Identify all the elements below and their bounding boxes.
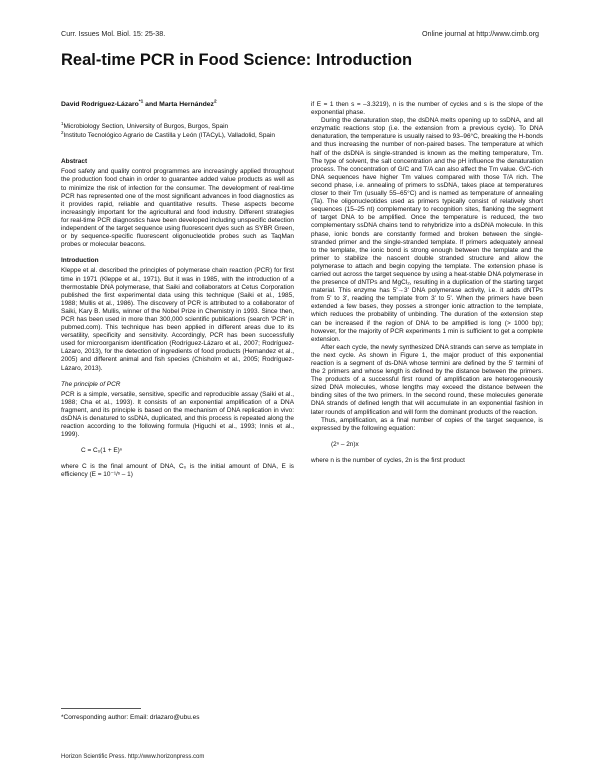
author-conjunction: and xyxy=(143,101,160,108)
affiliation-2-mark: 2 xyxy=(61,130,64,136)
introduction-heading: Introduction xyxy=(61,257,99,265)
affiliation-2 xyxy=(61,132,294,140)
journal-reference: Curr. Issues Mol. Biol. 15: 25-38. xyxy=(61,29,166,38)
principle-text: PCR is a simple, versatile, sensitive, specific and reproducible assay (Saiki et al., 1988; Cha et al., 1993). It consists of an exponential amplification of a DNA fragment, and its principle is based on the mechanism of DNA replication in vivo: dsDNA is denatured to ssDNA, duplicated, and this process is repeated along the reaction according to the following formula (Higuchi et al., 1993; Innis et al., 1999). xyxy=(61,390,294,439)
paragraph-denaturation: During the denaturation step, the dsDNA melts opening up to ssDNA, and all enzymatic reactions stop (i.e. the extension from a previous cycle). To DNA denaturation, the temperature is usually raised to 93–96°C, breaking the H-bonds and thus increasing the number of non-paired bases. The temperature at which half of the dsDNA is single-stranded is known as the melting temperature, Tm. The type of solvent, the salt concentration and the pH influence the denaturation process. The concentration of G/C and T/A can also affect the Tm value. G/C-rich DNA sequences have higher Tm values compared with those T/A rich. The second phase, i.e. annealing of primers to ssDNA, takes place at temperatures closer to their Tm (usually 55–65°C) and is named as temperature of annealing (Ta). The oligonucleotides used as primers typically consist of relatively short sequences (15–25 nt) complementary to recognition sites, flanking the segment of target DNA to be amplified. Once the temperature is reduced, the two complementary ssDNA chains tend to rehybridize into a dsDNA molecule. In this phase, ionic bonds are constantly formed and broken between the single-stranded primer and the single-stranded template. If primers adequately anneal to the template, the ionic bond is strong enough between the template and the primer to stabilize the nascent double stranded structure and allow the polymerase to attach and begin copying the template. The extension phase is carried out across the target sequence by using a heat-stable DNA polymerase in the presence of dNTPs and MgCl₂, resulting in a duplication of the starting target material. This enzyme has 5'→3' DNA polymerase activity, i.e. it adds dNTPs from 5' to 3', reading the template from 3' to 5'. When the primers have been extended a few bases, they posses a stronger ionic attraction to the template, which reduces the probability of unbinding. The duration of the extension step can be increased if the region of DNA to be amplified is long (> 1000 bp); however, for the majority of PCR experiments 1 min is sufficient to get a complete extension. xyxy=(311,117,543,343)
affiliation-1 xyxy=(61,120,294,131)
paper-title: Real-time PCR in Food Science: Introduction xyxy=(61,51,413,69)
author-2-mark: 2 xyxy=(213,99,217,105)
author-1-mark: *1 xyxy=(138,99,144,105)
paragraph-continuation: if E = 1 then s = –3.3219), n is the number of cycles and s is the slope of the exponential phase. xyxy=(311,101,543,117)
publisher-footer: Horizon Scientific Press. http://www.horizonpress.com xyxy=(61,754,205,760)
right-column xyxy=(311,101,543,465)
principle-heading: The principle of PCR xyxy=(61,380,121,388)
author-2: Marta Hernández xyxy=(159,101,214,108)
amplification-equation: (2ⁿ – 2n)x xyxy=(331,440,359,448)
pcr-equation: C = C₀(1 + E)ⁿ xyxy=(81,447,123,455)
paragraph-amplification: Thus, amplification, as a final number of copies of the target sequence, is expressed by the following equation: xyxy=(311,416,543,432)
corresponding-author-note: *Corresponding author: Email: drlazaro@ubu.es xyxy=(61,714,200,721)
journal-online-url: Online journal at http://www.cimb.org xyxy=(421,29,539,38)
abstract-text: Food safety and quality control programmes are increasingly applied throughout the production food chain in order to guarantee added value products as well as to minimize the risk of infection for the consumer. The development of real-time PCR has represented one of the most significant advances in food diagnostics as it provides rapid, reliable and quantitative results. These aspects become increasingly important for the agricultural and food industry. Different strategies for real-time PCR diagnostics have been developed including unspecific detection independent of the target sequence using fluorescent dyes such as SYBR Green, or by sequence-specific fluorescent oligonucleotide probes such as TaqMan probes or molecular beacons. xyxy=(61,168,294,249)
introduction-text: Kleppe et al. described the principles of polymerase chain reaction (PCR) for first time in 1971 (Kleppe et al., 1971). But it was in 1985, with the introduction of a thermostable DNA polymerase, that Saiki and collaborators at Cetus Corporation published the first experimental data using this technique (Saiki et al., 1985, 1988; Mullis et al., 1986). The discovery of PCR is attributed to a collaborator of Saiki, Kary B. Mullis, winner of the Nobel Prize in Chemistry in 1993. Since then, PCR has been used in more than 300,000 scientific publications (search 'PCR' in pubmed.com). This technique has been applied in different areas due to its versatility, specificity and sensitivity. Accordingly, PCR has been successfully used for microorganism identification (Rodríguez-Lázaro et al., 2007; Rodríguez-Lázaro, 2013), for the detection of ingredients of food products (Hernandez et al., 2005) and different animal and fish species (Chisholm et al., 2005; Rodríguez-Lázaro, 2013). xyxy=(61,267,294,372)
equation-definitions: where C is the final amount of DNA, C₀ is the initial amount of DNA, E is efficiency (E = 10⁻¹/ˢ – 1) xyxy=(61,463,294,479)
abstract-heading: Abstract xyxy=(61,158,88,166)
footnote-divider xyxy=(61,708,141,709)
affiliation-1-text: Microbiology Section, University of Burgos, Burgos, Spain xyxy=(63,123,229,131)
author-list xyxy=(61,101,294,109)
paragraph-cycles: After each cycle, the newly synthesized DNA strands can serve as template in the next cycle. As shown in Figure 1, the major product of this exponential reaction is a segment of ds-DNA whose termini are defined by the 5' termini of the 2 primers and whose length is defined by the distance between the primers. The products of a successful first round of amplification are heterogeneously sized DNA molecules, whose lengths may exceed the distance between the binding sites of the two primers. In the second round, these molecules generate DNA strands of defined length that will accumulate in an exponential fashion in later rounds of amplification and will form the dominant products of the reaction. xyxy=(311,343,543,416)
author-1: David Rodríguez-Lázaro xyxy=(61,101,139,108)
affiliation-2-text: Instituto Tecnológico Agrario de Castilla y León (ITACyL), Valladolid, Spain xyxy=(63,132,275,140)
left-column xyxy=(61,101,294,480)
affiliation-1-mark: 1 xyxy=(61,120,64,126)
paragraph-equation-where: where n is the number of cycles, 2n is the first product xyxy=(311,456,465,464)
